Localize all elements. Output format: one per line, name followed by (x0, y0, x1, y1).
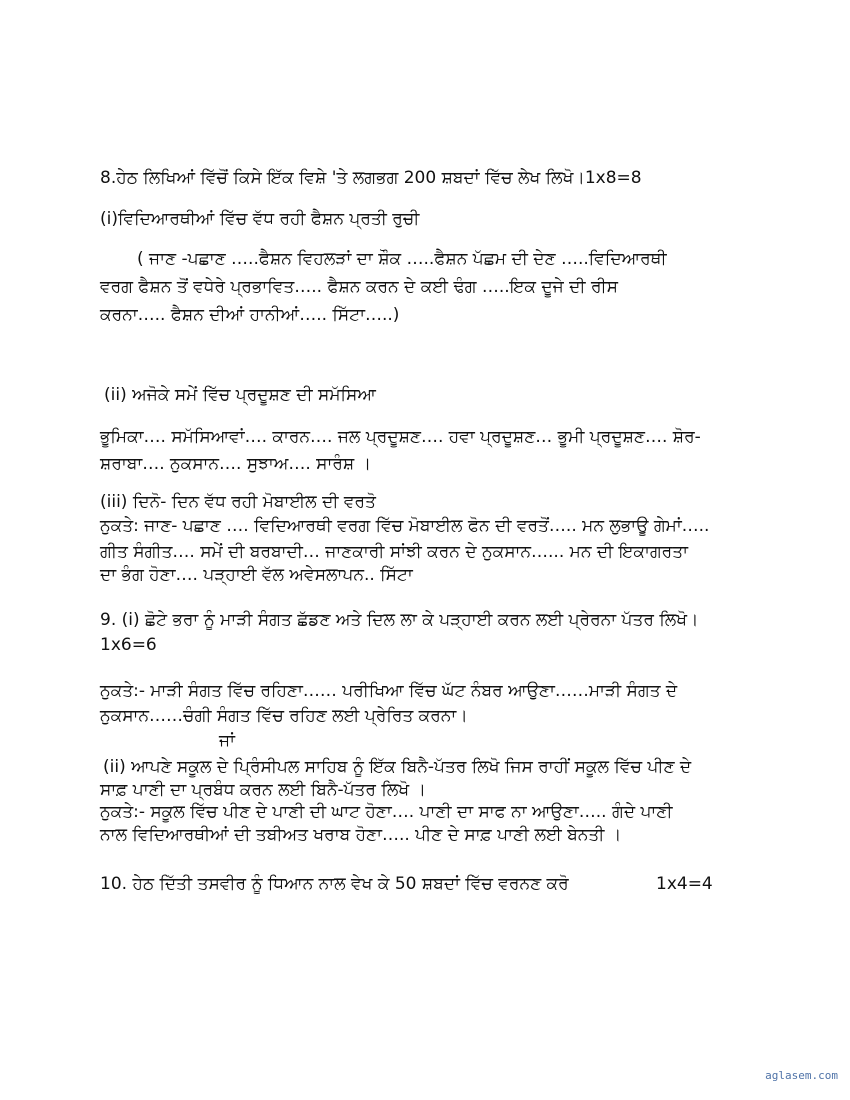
q8-option-1-points-line-2: ਵਰਗ ਫੈਸ਼ਨ ਤੋਂ ਵਧੇਰੇ ਪ੍ਰਭਾਵਿਤ….. ਫੈਸ਼ਨ ਕਰਨ ਦੇ ਕਈ ਢੰਗ …..ਇਕ ਦੂਜੇ ਦੀ ਰੀਸ (100, 277, 618, 297)
q9-option-2-line-4: ਨਾਲ ਵਿਦਿਆਰਥੀਆਂ ਦੀ ਤਬੀਅਤ ਖਰਾਬ ਹੋਣਾ….. ਪੀਣ ਦੇ ਸਾਫ਼ ਪਾਣੀ ਲਈ ਬੇਨਤੀ । (100, 825, 622, 845)
q8-option-3-title: (iii) ਦਿਨੋ- ਦਿਨ ਵੱਧ ਰਹੀ ਮੋਬਾਈਲ ਦੀ ਵਰਤੋ (100, 492, 376, 512)
q9-option-1-points-line-2: ਨੁਕਸਾਨ……ਚੰਗੀ ਸੰਗਤ ਵਿੱਚ ਰਹਿਣ ਲਈ ਪ੍ਰੇਰਿਤ ਕਰਨਾ। (100, 706, 468, 726)
q8-option-3-points-line-3: ਦਾ ਭੰਗ ਹੋਣਾ…. ਪੜ੍ਹਾਈ ਵੱਲ ਅਵੇਸਲਾਪਨ.. ਸਿੱਟਾ (100, 565, 413, 585)
q8-option-3-points-line-1: ਨੁਕਤੇ: ਜਾਣ- ਪਛਾਣ …. ਵਿਦਿਆਰਥੀ ਵਰਗ ਵਿੱਚ ਮੋਬਾਈਲ ਫੋਨ ਦੀ ਵਰਤੋਂ….. ਮਨ ਲੁਭਾਊ ਗੇਮਾਂ….. (100, 516, 710, 536)
q9-or: ਜਾਂ (219, 731, 235, 751)
q8-option-1-points-line-3: ਕਰਨਾ….. ਫੈਸ਼ਨ ਦੀਆਂ ਹਾਨੀਆਂ….. ਸਿੱਟਾ…..) (100, 305, 400, 325)
q10-marks: 1x4=4 (656, 874, 713, 894)
q8-option-2-points-line-2: ਸ਼ਰਾਬਾ…. ਨੁਕਸਾਨ…. ਸੁਝਾਅ…. ਸਾਰੰਸ਼ । (100, 454, 372, 474)
q9-option-2-line-1: (ii) ਆਪਣੇ ਸਕੂਲ ਦੇ ਪ੍ਰਿੰਸੀਪਲ ਸਾਹਿਬ ਨੂੰ ਇੱਕ ਬਿਨੈ-ਪੱਤਰ ਲਿਖੋ ਜਿਸ ਰਾਹੀਂ ਸਕੂਲ ਵਿੱਚ ਪੀਣ ਦੇ (103, 757, 692, 777)
q9-option-2-line-3: ਨੁਕਤੇ:- ਸਕੂਲ ਵਿੱਚ ਪੀਣ ਦੇ ਪਾਣੀ ਦੀ ਘਾਟ ਹੋਣਾ…. ਪਾਣੀ ਦਾ ਸਾਫ ਨਾ ਆਉਣਾ….. ਗੰਦੇ ਪਾਣੀ (100, 802, 673, 822)
q8-heading: 8.ਹੇਠ ਲਿਖਿਆਂ ਵਿੱਚੋਂ ਕਿਸੇ ਇੱਕ ਵਿਸ਼ੇ 'ਤੇ ਲਗਭਗ 200 ਸ਼ਬਦਾਂ ਵਿੱਚ ਲੇਖ ਲਿਖੋ।1x8=8 (100, 168, 642, 188)
q8-option-3-points-line-2: ਗੀਤ ਸੰਗੀਤ…. ਸਮੇਂ ਦੀ ਬਰਬਾਦੀ… ਜਾਣਕਾਰੀ ਸਾਂਝੀ ਕਰਨ ਦੇ ਨੁਕਸਾਨ…... ਮਨ ਦੀ ਇਕਾਗਰਤਾ (100, 542, 688, 562)
watermark-text: aglasem.com (765, 1069, 838, 1082)
q9-option-1-points-line-1: ਨੁਕਤੇ:- ਮਾੜੀ ਸੰਗਤ ਵਿੱਚ ਰਹਿਣਾ…… ਪਰੀਖਿਆ ਵਿੱਚ ਘੱਟ ਨੰਬਰ ਆਉਣਾ……ਮਾੜੀ ਸੰਗਤ ਦੇ (100, 681, 678, 701)
q8-option-2-points-line-1: ਭੂਮਿਕਾ…. ਸਮੱਸਿਆਵਾਂ…. ਕਾਰਨ…. ਜਲ ਪ੍ਰਦੂਸ਼ਣ…. ਹਵਾ ਪ੍ਰਦੂਸ਼ਣ… ਭੂਮੀ ਪ੍ਰਦੂਸ਼ਣ…. ਸ਼ੋਰ- (100, 427, 701, 447)
q9-marks: 1x6=6 (100, 635, 157, 655)
q9-heading: 9. (i) ਛੋਟੇ ਭਰਾ ਨੂੰ ਮਾੜੀ ਸੰਗਤ ਛੱਡਣ ਅਤੇ ਦਿਲ ਲਾ ਕੇ ਪੜ੍ਹਾਈ ਕਰਨ ਲਈ ਪ੍ਰੇਰਨਾ ਪੱਤਰ ਲਿਖੋ। (100, 610, 699, 630)
q8-option-1-points-line-1: ( ਜਾਣ -ਪਛਾਣ …..ਫੈਸ਼ਨ ਵਿਹਲੜਾਂ ਦਾ ਸ਼ੌਕ …..ਫੈਸ਼ਨ ਪੱਛਮ ਦੀ ਦੇਣ …..ਵਿਦਿਆਰਥੀ (137, 249, 667, 269)
q8-option-2-title: (ii) ਅਜੋਕੇ ਸਮੇਂ ਵਿੱਚ ਪ੍ਰਦੂਸ਼ਣ ਦੀ ਸਮੱਸਿਆ (104, 385, 376, 405)
q10-heading: 10. ਹੇਠ ਦਿੱਤੀ ਤਸਵੀਰ ਨੂੰ ਧਿਆਨ ਨਾਲ ਵੇਖ ਕੇ 50 ਸ਼ਬਦਾਂ ਵਿੱਚ ਵਰਨਣ ਕਰੋ (100, 874, 569, 894)
q8-option-1-title: (i)ਵਿਦਿਆਰਥੀਆਂ ਵਿੱਚ ਵੱਧ ਰਹੀ ਫੈਸ਼ਨ ਪ੍ਰਤੀ ਰੁਚੀ (100, 209, 420, 229)
q9-option-2-line-2: ਸਾਫ਼ ਪਾਣੀ ਦਾ ਪ੍ਰਬੰਧ ਕਰਨ ਲਈ ਬਿਨੈ-ਪੱਤਰ ਲਿਖੋ । (100, 780, 426, 800)
